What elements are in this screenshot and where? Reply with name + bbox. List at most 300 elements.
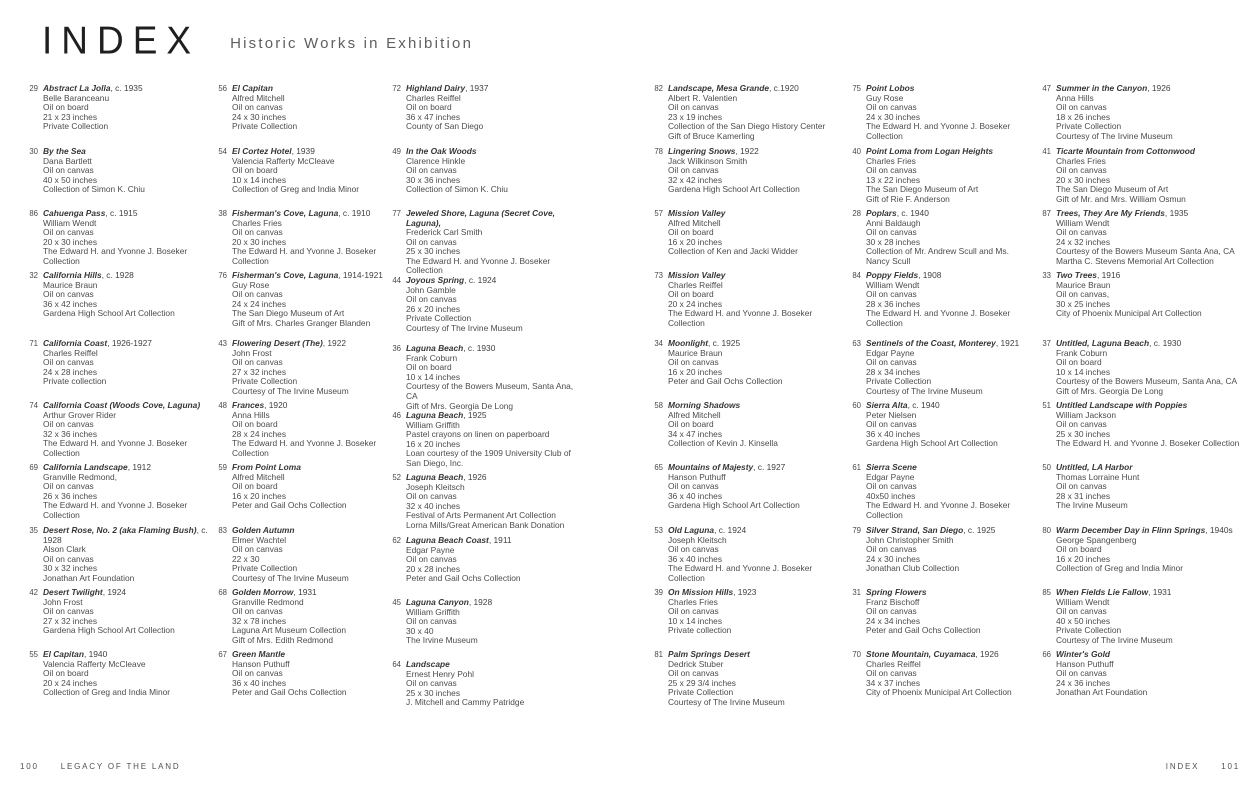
entry-detail-line: Maurice Braun xyxy=(1056,279,1111,290)
index-entry xyxy=(26,526,212,588)
artwork-title: Flowering Desert (The) xyxy=(232,338,323,348)
artwork-date: , 1923 xyxy=(733,587,757,597)
entry-detail-line: Joseph Kleitsch xyxy=(668,534,727,545)
entry-detail-line: Charles Reiffel xyxy=(406,92,461,103)
entry-detail-line: 20 x 24 inches xyxy=(43,677,98,688)
entry-detail-line: Edgar Payne xyxy=(866,347,915,358)
entry-detail-line: Jack Wilkinson Smith xyxy=(668,155,748,166)
catalog-number: 58 xyxy=(654,400,663,410)
entry-detail-line: 34 x 47 inches xyxy=(668,428,723,439)
artwork-date: , 1926-1927 xyxy=(107,338,152,348)
entry-detail-line: 40x50 inches xyxy=(866,490,916,501)
entry-body xyxy=(406,411,585,468)
artwork-title: Point Loma from Logan Heights xyxy=(866,146,994,156)
artwork-date: , c. 1928 xyxy=(101,270,134,280)
entry-detail-line: 24 x 24 inches xyxy=(232,298,287,309)
catalog-number: 61 xyxy=(852,462,861,472)
artwork-title: Jeweled Shore, Laguna (Secret Cove, Laguna), xyxy=(406,208,555,228)
index-entry xyxy=(26,588,212,650)
artwork-title: El Capitan xyxy=(232,83,273,93)
artwork-title-line xyxy=(43,526,212,545)
index-entry xyxy=(849,401,1033,463)
entry-detail-line: George Spangenberg xyxy=(1056,534,1137,545)
catalog-number: 69 xyxy=(29,462,38,472)
entry-detail-line: Oil on board xyxy=(1056,544,1102,555)
entry-detail-line: 10 x 14 inches xyxy=(668,615,723,626)
index-entry xyxy=(26,209,212,271)
entry-body xyxy=(1056,84,1251,141)
artwork-title: Mission Valley xyxy=(668,270,726,280)
entry-detail-line: 27 x 32 inches xyxy=(232,366,287,377)
entry-detail-line: Oil on canvas xyxy=(866,227,917,238)
entry-detail-line: 28 x 36 inches xyxy=(866,298,921,309)
entry-detail-line: Gift of Rie F. Anderson xyxy=(866,193,950,204)
catalog-number: 57 xyxy=(654,208,663,218)
artwork-title: Palm Springs Desert xyxy=(668,649,750,659)
entry-detail-line: Collection of Greg and India Minor xyxy=(232,184,360,195)
artwork-title: Summer in the Canyon xyxy=(1056,83,1148,93)
entry-detail-line: William Wendt xyxy=(1056,596,1110,607)
index-column-4 xyxy=(651,84,843,712)
catalog-number: 41 xyxy=(1042,146,1051,156)
catalog-number: 67 xyxy=(218,649,227,659)
entry-body xyxy=(866,463,1033,520)
entry-detail-line: Franz Bischoff xyxy=(866,596,920,607)
entry-detail-line: 20 x 30 inches xyxy=(43,236,98,247)
entry-detail-line: Oil on canvas xyxy=(1056,419,1107,430)
artwork-title: Laguna Beach xyxy=(406,472,464,483)
entry-detail-line: Alfred Mitchell xyxy=(668,217,721,228)
entry-detail-line: 28 x 34 inches xyxy=(866,366,921,377)
artwork-title: Mountains of Majesty xyxy=(668,462,754,472)
catalog-number: 30 xyxy=(29,146,38,156)
entry-detail-line: Oil on canvas xyxy=(668,606,719,617)
entry-detail-line: Arthur Grover Rider xyxy=(43,409,117,420)
left-page-number: 100 xyxy=(20,762,39,771)
entry-body xyxy=(866,526,1033,574)
entry-detail-line: Gardena High School Art Collection xyxy=(866,438,998,449)
entry-body xyxy=(406,209,585,276)
catalog-number: 65 xyxy=(654,462,663,472)
entry-body xyxy=(668,588,843,636)
entry-detail-line: Oil on canvas xyxy=(232,668,283,679)
entry-body xyxy=(232,339,387,396)
catalog-number: 40 xyxy=(852,146,861,156)
catalog-number: 63 xyxy=(852,338,861,348)
entry-detail-line: John Christopher Smith xyxy=(866,534,954,545)
entry-detail-line: Private Collection xyxy=(43,121,109,132)
entry-detail-line: The Irvine Museum xyxy=(406,635,478,646)
catalog-number: 37 xyxy=(1042,338,1051,348)
catalog-number: 43 xyxy=(218,338,227,348)
catalog-number: 82 xyxy=(654,83,663,93)
entry-detail-line: 32 x 40 inches xyxy=(406,500,461,511)
entry-detail-line: Laguna Art Museum Collection xyxy=(232,625,347,636)
artwork-title: Morning Shadows xyxy=(668,400,741,410)
entry-body xyxy=(43,588,212,636)
artwork-title: Desert Rose, No. 2 (aka Flaming Bush) xyxy=(43,525,197,535)
entry-detail-line: Oil on canvas xyxy=(668,357,719,368)
entry-detail-line: Courtesy of The Irvine Museum xyxy=(1056,634,1173,645)
artwork-title: Spring Flowers xyxy=(866,587,927,597)
artwork-title: El Capitan xyxy=(43,649,84,659)
artwork-date: , c. 1928 xyxy=(43,525,208,545)
entry-detail-line: 27 x 32 inches xyxy=(43,615,98,626)
artwork-title: Abstract La Jolla xyxy=(43,83,111,93)
catalog-number: 79 xyxy=(852,525,861,535)
entry-body xyxy=(668,339,843,387)
entry-detail-line: Oil on canvas xyxy=(668,668,719,679)
artwork-date: , c.1920 xyxy=(769,83,799,93)
entry-detail-line: The San Diego Museum of Art xyxy=(232,308,345,319)
artwork-title: Laguna Beach xyxy=(406,343,464,354)
artwork-title: Green Mantle xyxy=(232,649,286,659)
entry-body xyxy=(1056,271,1251,319)
artwork-title: Highland Dairy xyxy=(406,83,466,93)
entry-detail-line: Hanson Puthuff xyxy=(1056,658,1114,669)
entry-detail-line: 36 x 47 inches xyxy=(406,111,461,122)
entry-body xyxy=(1056,147,1251,204)
artwork-title: Trees, They Are My Friends xyxy=(1056,208,1165,218)
entry-detail-line: Oil on canvas xyxy=(866,606,917,617)
entry-detail-line: 24 x 30 inches xyxy=(866,553,921,564)
entry-detail-line: The Edward H. and Yvonne J. Boseker Collection xyxy=(43,246,188,266)
catalog-number: 47 xyxy=(1042,83,1051,93)
entry-body xyxy=(406,473,585,530)
entry-detail-line: Festival of Arts Permanent Art Collection xyxy=(406,510,556,521)
entry-body xyxy=(866,650,1033,698)
catalog-number: 71 xyxy=(29,338,38,348)
entry-detail-line: Belle Baranceanu xyxy=(43,92,110,103)
entry-detail-line: Elmer Wachtel xyxy=(232,534,287,545)
index-entry xyxy=(389,276,585,344)
entry-body xyxy=(1056,339,1251,396)
catalog-number: 59 xyxy=(218,462,227,472)
entry-detail-line: 13 x 22 inches xyxy=(866,174,921,185)
index-entry xyxy=(651,209,843,271)
entry-detail-line: 30 x 40 xyxy=(406,625,434,636)
index-entry xyxy=(215,526,387,588)
entry-detail-line: The Edward H. and Yvonne J. Boseker Collection xyxy=(668,563,813,583)
artwork-title: Cahuenga Pass xyxy=(43,208,106,218)
entry-body xyxy=(866,147,1033,204)
entry-detail-line: 18 x 26 inches xyxy=(1056,111,1111,122)
index-entry xyxy=(849,271,1033,339)
entry-detail-line: Oil on canvas xyxy=(232,102,283,113)
entry-detail-line: 32 x 36 inches xyxy=(43,428,98,439)
index-entry xyxy=(849,209,1033,271)
index-entry xyxy=(1039,147,1251,209)
entry-detail-line: John Gamble xyxy=(406,284,456,295)
artwork-title: California Coast (Woods Cove, Laguna) xyxy=(43,400,201,410)
entry-detail-line: Oil on canvas xyxy=(43,419,94,430)
artwork-title: Point Lobos xyxy=(866,83,915,93)
entry-detail-line: The Edward H. and Yvonne J. Boseker Collection xyxy=(866,121,1011,141)
entry-body xyxy=(232,271,387,328)
entry-detail-line: William Jackson xyxy=(1056,409,1117,420)
entry-detail-line: Oil on board xyxy=(232,165,278,176)
entry-detail-line: Private Collection xyxy=(232,121,298,132)
entry-detail-line: Gift of Bruce Kamerling xyxy=(668,130,755,141)
entry-detail-line: Oil on canvas xyxy=(1056,102,1107,113)
artwork-date: , 1921 xyxy=(995,338,1020,348)
catalog-number: 46 xyxy=(392,410,401,420)
entry-detail-line: Courtesy of the Bowers Museum, Santa Ana, CA xyxy=(406,381,574,401)
entry-detail-line: The Edward H. and Yvonne J. Boseker Collection xyxy=(232,438,377,458)
entry-detail-line: Granville Redmond, xyxy=(43,471,118,482)
entry-detail-line: Oil on canvas xyxy=(1056,165,1107,176)
index-entry xyxy=(651,271,843,339)
artwork-title: Golden Autumn xyxy=(232,525,295,535)
entry-detail-line: 30 x 28 inches xyxy=(866,236,921,247)
artwork-date: , c. 1935 xyxy=(110,83,143,93)
artwork-title: Landscape, Mesa Grande xyxy=(668,83,770,93)
entry-detail-line: Oil on canvas xyxy=(866,289,917,300)
entry-detail-line: 30 x 36 inches xyxy=(406,174,461,185)
entry-detail-line: 10 x 14 inches xyxy=(1056,366,1111,377)
entry-body xyxy=(232,84,387,132)
entry-body xyxy=(232,147,387,195)
artwork-title: Laguna Canyon xyxy=(406,597,469,608)
artwork-date: , 1928 xyxy=(468,597,493,608)
artwork-title: Mission Valley xyxy=(668,208,726,218)
entry-detail-line: 16 x 20 inches xyxy=(406,438,461,449)
entry-detail-line: Alson Clark xyxy=(43,544,86,555)
catalog-number: 35 xyxy=(29,525,38,535)
entry-detail-line: Charles Fries xyxy=(866,155,916,166)
entry-detail-line: William Wendt xyxy=(866,279,920,290)
catalog-number: 44 xyxy=(392,275,401,285)
artwork-date: , c. 1940 xyxy=(896,208,929,218)
artwork-date: , c. 1915 xyxy=(105,208,138,218)
index-entry xyxy=(389,473,585,536)
entry-detail-line: 20 x 28 inches xyxy=(406,563,461,574)
entry-detail-line: Oil on canvas xyxy=(43,553,94,564)
entry-body xyxy=(43,650,212,698)
entry-detail-line: John Frost xyxy=(43,596,83,607)
entry-body xyxy=(43,463,212,520)
index-entry xyxy=(849,526,1033,588)
artwork-date: , 1914-1921 xyxy=(338,270,383,280)
artwork-date: , c. 1940 xyxy=(907,400,940,410)
entry-detail-line: Collection of the San Diego History Center xyxy=(668,121,826,132)
entry-body xyxy=(232,650,387,698)
catalog-number: 51 xyxy=(1042,400,1051,410)
entry-detail-line: 20 x 30 inches xyxy=(232,236,287,247)
right-footer-label: INDEX xyxy=(1165,762,1200,771)
artwork-date: , 1908 xyxy=(918,270,942,280)
catalog-number: 31 xyxy=(852,587,861,597)
artwork-title: Lingering Snows xyxy=(668,146,736,156)
entry-detail-line: Collection of Simon K. Chiu xyxy=(43,184,145,195)
footer-left xyxy=(20,762,180,771)
index-entry xyxy=(849,650,1033,712)
entry-body xyxy=(866,84,1033,141)
artwork-title: Poplars xyxy=(866,208,897,218)
entry-detail-line: William Griffith xyxy=(406,419,460,430)
entry-detail-line: 24 x 30 inches xyxy=(232,111,287,122)
entry-detail-line: Alfred Mitchell xyxy=(232,471,285,482)
index-entry xyxy=(849,147,1033,209)
entry-detail-line: Oil on canvas, xyxy=(1056,289,1110,300)
entry-detail-line: Joseph Kleitsch xyxy=(406,481,465,492)
catalog-number: 36 xyxy=(392,343,401,353)
entry-detail-line: Oil on board xyxy=(43,102,89,113)
entry-body xyxy=(43,209,212,266)
index-entry xyxy=(26,339,212,401)
artwork-title: Moonlight xyxy=(668,338,708,348)
entry-detail-line: Charles Fries xyxy=(1056,155,1106,166)
index-entry xyxy=(389,84,585,147)
entry-body xyxy=(406,660,585,708)
entry-detail-line: Oil on canvas xyxy=(406,294,457,305)
entry-detail-line: Oil on canvas xyxy=(866,544,917,555)
artwork-date: , 1911 xyxy=(488,535,512,546)
entry-detail-line: William Wendt xyxy=(43,217,97,228)
index-entry xyxy=(1039,588,1251,650)
entry-detail-line: William Griffith xyxy=(406,606,460,617)
catalog-number: 80 xyxy=(1042,525,1051,535)
entry-detail-line: Clarence Hinkle xyxy=(406,155,466,166)
entry-detail-line: Jonathan Art Foundation xyxy=(1056,687,1148,698)
index-entry xyxy=(651,339,843,401)
index-entry xyxy=(26,84,212,147)
entry-detail-line: Oil on canvas xyxy=(866,668,917,679)
catalog-number: 73 xyxy=(654,270,663,280)
artwork-title: Landscape xyxy=(406,659,450,670)
entry-detail-line: Albert R. Valentien xyxy=(668,92,738,103)
entry-detail-line: Pastel crayons on linen on paperboard xyxy=(406,429,550,440)
entry-detail-line: 30 x 25 inches xyxy=(1056,298,1111,309)
entry-detail-line: 24 x 36 inches xyxy=(1056,677,1111,688)
catalog-number: 38 xyxy=(218,208,227,218)
entry-detail-line: Oil on board xyxy=(1056,357,1102,368)
entry-body xyxy=(232,463,387,511)
entry-detail-line: The Edward H. and Yvonne J. Boseker Collection xyxy=(43,500,188,520)
entry-detail-line: Alfred Mitchell xyxy=(668,409,721,420)
entry-detail-line: Jonathan Club Collection xyxy=(866,563,960,574)
entry-detail-line: The Edward H. and Yvonne J. Boseker Collection xyxy=(232,246,377,266)
artwork-title: Warm December Day in Flinn Springs xyxy=(1056,525,1206,535)
entry-body xyxy=(1056,401,1251,449)
entry-detail-line: The San Diego Museum of Art xyxy=(1056,184,1169,195)
entry-detail-line: Oil on canvas xyxy=(1056,481,1107,492)
index-entry xyxy=(26,271,212,339)
entry-detail-line: Courtesy of The Irvine Museum xyxy=(232,572,349,583)
index-entry xyxy=(215,271,387,339)
artwork-date: , c. 1924 xyxy=(714,525,747,535)
catalog-number: 33 xyxy=(1042,270,1051,280)
entry-detail-line: 25 x 30 inches xyxy=(406,687,461,698)
entry-body xyxy=(866,588,1033,636)
index-entry xyxy=(389,209,585,276)
entry-detail-line: 36 x 40 inches xyxy=(668,553,723,564)
entry-body xyxy=(232,401,387,458)
entry-detail-line: Gift of Mrs. Edith Redmond xyxy=(232,634,334,645)
entry-detail-line: Gift of Mrs. Georgia De Long xyxy=(1056,385,1164,396)
entry-detail-line: Valencia Rafferty McCleave xyxy=(43,658,146,669)
index-entry xyxy=(651,147,843,209)
entry-detail-line: Oil on canvas xyxy=(866,419,917,430)
entry-detail-line: Frank Coburn xyxy=(1056,347,1108,358)
entry-detail-line: Private Collection xyxy=(232,563,298,574)
entry-body xyxy=(866,339,1033,396)
index-column-3 xyxy=(389,84,585,722)
entry-body xyxy=(43,339,212,387)
entry-detail-line: Oil on canvas xyxy=(1056,668,1107,679)
entry-detail-line: 16 x 20 inches xyxy=(1056,553,1111,564)
index-entry xyxy=(651,650,843,712)
entry-detail-line: Oil on canvas xyxy=(1056,606,1107,617)
entry-detail-line: Oil on canvas xyxy=(232,544,283,555)
artwork-title: Poppy Fields xyxy=(866,270,919,280)
entry-detail-line: The Edward H. and Yvonne J. Boseker Collection xyxy=(43,438,188,458)
artwork-date: , c. 1924 xyxy=(464,275,497,286)
catalog-number: 68 xyxy=(218,587,227,597)
entry-detail-line: Anni Baldaugh xyxy=(866,217,921,228)
entry-body xyxy=(232,526,387,583)
catalog-number: 87 xyxy=(1042,208,1051,218)
artwork-date: , c. 1925 xyxy=(963,525,996,535)
entry-detail-line: 24 x 30 inches xyxy=(866,111,921,122)
entry-detail-line: Oil on canvas xyxy=(43,165,94,176)
entry-detail-line: 16 x 20 inches xyxy=(668,366,723,377)
entry-body xyxy=(43,526,212,583)
entry-detail-line: John Frost xyxy=(232,347,272,358)
entry-detail-line: Edgar Payne xyxy=(866,471,915,482)
artwork-date: , 1926 xyxy=(463,472,487,483)
entry-detail-line: Oil on canvas xyxy=(668,544,719,555)
entry-detail-line: Peter and Gail Ochs Collection xyxy=(668,376,783,387)
artwork-date: , 1922 xyxy=(735,146,759,156)
entry-detail-line: Private Collection xyxy=(232,376,298,387)
index-entry xyxy=(849,588,1033,650)
catalog-number: 72 xyxy=(392,83,401,93)
entry-body xyxy=(1056,526,1251,574)
entry-detail-line: County of San Diego xyxy=(406,121,484,132)
entry-body xyxy=(232,588,387,645)
artwork-title: Sierra Alta xyxy=(866,400,908,410)
entry-detail-line: Collection of Ken and Jacki Widder xyxy=(668,246,798,257)
entry-detail-line: Oil on board xyxy=(232,419,278,430)
entry-body xyxy=(406,598,585,646)
entry-detail-line: The San Diego Museum of Art xyxy=(866,184,979,195)
artwork-title: Untitled, LA Harbor xyxy=(1056,462,1133,472)
entry-detail-line: Oil on board xyxy=(668,419,714,430)
index-entry xyxy=(215,339,387,401)
artwork-date: , 1940s xyxy=(1205,525,1233,535)
index-entry xyxy=(389,411,585,473)
entry-detail-line: The Irvine Museum xyxy=(1056,500,1128,511)
index-entry xyxy=(26,147,212,209)
artwork-date: , 1931 xyxy=(1148,587,1172,597)
entry-detail-line: The Edward H. and Yvonne J. Boseker Collection xyxy=(866,500,1011,520)
artwork-title: Golden Morrow xyxy=(232,587,294,597)
page-title: INDEX xyxy=(42,18,201,63)
entry-detail-line: 16 x 20 inches xyxy=(668,236,723,247)
entry-detail-line: Oil on board xyxy=(406,362,452,373)
catalog-number: 66 xyxy=(1042,649,1051,659)
left-footer-label: LEGACY OF THE LAND xyxy=(60,762,181,771)
index-entry xyxy=(1039,271,1251,339)
entry-body xyxy=(866,209,1033,266)
entry-detail-line: Peter and Gail Ochs Collection xyxy=(866,625,981,636)
page-footer xyxy=(0,762,1258,771)
entry-body xyxy=(406,344,585,411)
entry-detail-line: Maurice Braun xyxy=(43,279,98,290)
entry-detail-line: Gardena High School Art Collection xyxy=(668,500,800,511)
entry-detail-line: Private Collection xyxy=(668,687,734,698)
